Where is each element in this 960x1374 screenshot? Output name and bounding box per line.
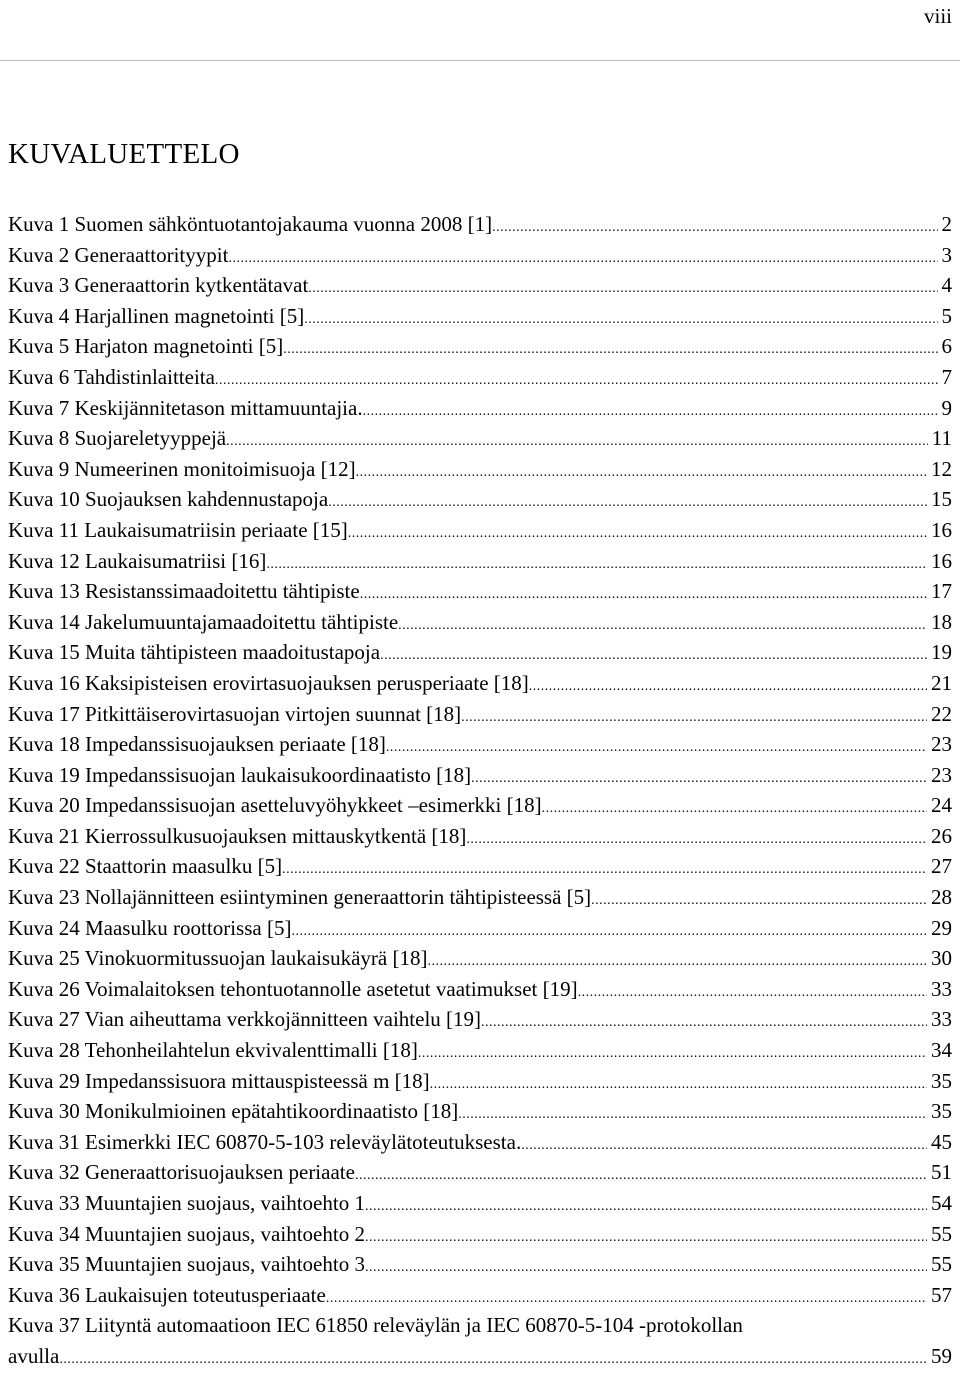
figure-entry-label: Kuva 5 Harjaton magnetointi [5] bbox=[8, 334, 284, 359]
figure-list-item[interactable] bbox=[8, 1096, 952, 1127]
figure-entry-page: 21 bbox=[931, 670, 952, 695]
leader-dots bbox=[461, 703, 927, 730]
figure-list-item[interactable] bbox=[8, 209, 952, 240]
figure-entry-label: Kuva 30 Monikulmioinen epätahtikoordinaatisto [18] bbox=[8, 1099, 459, 1124]
figure-entry-page: 30 bbox=[931, 946, 952, 971]
leader-dots bbox=[458, 1100, 927, 1127]
figure-entry-page: 18 bbox=[931, 609, 952, 634]
figure-entry-page: 29 bbox=[931, 915, 952, 940]
figure-entry-page: 33 bbox=[931, 1007, 952, 1032]
figure-entry-page: 5 bbox=[941, 303, 952, 328]
figure-entry-label: Kuva 12 Laukaisumatriisi [16] bbox=[8, 548, 267, 573]
figure-entry-page: 55 bbox=[931, 1252, 952, 1277]
figure-entry-page: 16 bbox=[931, 517, 952, 542]
figure-entry-label: Kuva 1 Suomen sähköntuotantojakauma vuonna 2008 [1] bbox=[8, 212, 493, 236]
figure-list-item[interactable] bbox=[8, 362, 952, 393]
leader-dots bbox=[418, 1039, 927, 1066]
leader-dots bbox=[328, 488, 927, 515]
figure-list-item[interactable] bbox=[8, 637, 952, 668]
figure-entry-label: Kuva 14 Jakelumuuntajamaadoitettu tähtipiste bbox=[8, 609, 399, 634]
figure-list-item[interactable] bbox=[8, 1004, 952, 1035]
leader-dots bbox=[471, 764, 927, 791]
figure-list-item[interactable] bbox=[8, 270, 952, 301]
figure-list-item[interactable] bbox=[8, 1188, 952, 1219]
leader-dots bbox=[291, 917, 927, 944]
figure-entry-label: Kuva 13 Resistanssimaadoitettu tähtipiste bbox=[8, 579, 360, 604]
page-number: viii bbox=[923, 4, 952, 28]
figure-entry-page: 22 bbox=[931, 701, 952, 726]
figure-entry-label: Kuva 28 Tehonheilahtelun ekvivalenttimalli [18] bbox=[8, 1038, 418, 1063]
figure-list-item[interactable] bbox=[8, 943, 952, 974]
leader-dots bbox=[365, 1223, 927, 1250]
figure-entry-label: Kuva 26 Voimalaitoksen tehontuotannolle asetetut vaatimukset [19] bbox=[8, 976, 578, 1001]
figure-entry-label: Kuva 7 Keskijännitetason mittamuuntajia. bbox=[8, 395, 363, 420]
figure-entry-page: 17 bbox=[931, 579, 952, 604]
figure-list-item[interactable] bbox=[8, 790, 952, 821]
figure-entry-page: 9 bbox=[941, 395, 952, 420]
figure-list-item[interactable] bbox=[8, 760, 952, 791]
figure-entry-label: Kuva 16 Kaksipisteisen erovirtasuojauksen perusperiaate [18] bbox=[8, 670, 529, 695]
figure-entry-label: Kuva 20 Impedanssisuojan asetteluvyöhykkeet –esimerkki [18] bbox=[8, 793, 542, 818]
figure-entry-page: 33 bbox=[931, 976, 952, 1001]
figure-list-item[interactable] bbox=[8, 423, 952, 454]
figure-entry-page: 15 bbox=[931, 487, 952, 512]
figure-entry-line2 bbox=[8, 1341, 952, 1372]
leader-dots bbox=[355, 1161, 927, 1188]
figure-list-item[interactable] bbox=[8, 1249, 952, 1280]
figure-list-item[interactable] bbox=[8, 1127, 952, 1158]
leader-dots bbox=[591, 886, 927, 913]
leader-dots bbox=[59, 1345, 927, 1372]
leader-dots bbox=[398, 611, 927, 638]
leader-dots bbox=[304, 305, 937, 332]
figure-entry-page: 28 bbox=[931, 885, 952, 910]
leader-dots bbox=[266, 550, 927, 577]
leader-dots bbox=[380, 641, 927, 668]
figure-list-item[interactable] bbox=[8, 1066, 952, 1097]
figure-entry-page: 54 bbox=[931, 1191, 952, 1215]
leader-dots bbox=[386, 733, 927, 760]
leader-dots bbox=[356, 458, 927, 485]
figure-list-item[interactable] bbox=[8, 301, 952, 332]
figure-list-item[interactable] bbox=[8, 729, 952, 760]
leader-dots bbox=[481, 1008, 927, 1035]
figure-entry-label: Kuva 25 Vinokuormitussuojan laukaisukäyrä [18] bbox=[8, 946, 428, 971]
figure-list-item[interactable] bbox=[8, 393, 952, 424]
leader-dots bbox=[215, 366, 938, 393]
figure-entry-label: Kuva 36 Laukaisujen toteutusperiaate bbox=[8, 1282, 326, 1307]
figure-entry-label: Kuva 24 Maasulku roottorissa [5] bbox=[8, 915, 292, 940]
header-rule bbox=[0, 60, 960, 61]
leader-dots bbox=[430, 1070, 927, 1097]
figure-entry-page: 6 bbox=[941, 334, 952, 359]
figure-entry-label: Kuva 17 Pitkittäiserovirtasuojan virtojen suunnat [18] bbox=[8, 701, 462, 726]
figure-list-item[interactable] bbox=[8, 851, 952, 882]
figure-list-item[interactable] bbox=[8, 454, 952, 485]
figure-entry-page: 26 bbox=[931, 823, 952, 848]
figure-list-item[interactable] bbox=[8, 484, 952, 515]
figure-list-item[interactable] bbox=[8, 1310, 952, 1371]
leader-dots bbox=[348, 519, 927, 546]
figure-list-item[interactable] bbox=[8, 515, 952, 546]
figure-entry-label: Kuva 10 Suojauksen kahdennustapoja bbox=[8, 487, 329, 512]
figure-entry-page: 24 bbox=[931, 793, 952, 818]
figure-list-item[interactable] bbox=[8, 607, 952, 638]
figure-entry-label: Kuva 18 Impedanssisuojauksen periaate [18] bbox=[8, 732, 386, 757]
leader-dots bbox=[492, 213, 937, 240]
figure-entry-page: 23 bbox=[931, 732, 952, 757]
leader-dots bbox=[365, 1192, 927, 1219]
figure-entry-label: Kuva 11 Laukaisumatriisin periaate [15] bbox=[8, 517, 348, 542]
figure-list-item[interactable] bbox=[8, 882, 952, 913]
leader-dots bbox=[521, 1131, 927, 1158]
figure-entry-page: 35 bbox=[931, 1068, 952, 1093]
figure-entry-page: 45 bbox=[931, 1129, 952, 1154]
figure-entry-label: Kuva 32 Generaattorisuojauksen periaate bbox=[8, 1160, 355, 1185]
figure-entry-label: Kuva 22 Staattorin maasulku [5] bbox=[8, 854, 283, 879]
leader-dots bbox=[308, 274, 937, 301]
figure-entry-label: Kuva 34 Muuntajien suojaus, vaihtoehto 2 bbox=[8, 1221, 365, 1246]
figure-entry-page: 11 bbox=[931, 426, 952, 451]
figure-list-item[interactable] bbox=[8, 1157, 952, 1188]
figure-entry-label: Kuva 9 Numeerinen monitoimisuoja [12] bbox=[8, 456, 356, 481]
figure-list-item[interactable] bbox=[8, 331, 952, 362]
figure-entry-page: 51 bbox=[931, 1160, 952, 1185]
figure-list-item[interactable] bbox=[8, 576, 952, 607]
figure-entry-label: Kuva 21 Kierrossulkusuojauksen mittauskytkentä [18] bbox=[8, 823, 467, 848]
figure-entry-label: Kuva 27 Vian aiheuttama verkkojännitteen vaihtelu [19] bbox=[8, 1007, 482, 1032]
figure-entry-label: Kuva 2 Generaattorityypit bbox=[8, 242, 229, 267]
figure-entry-label: Kuva 33 Muuntajien suojaus, vaihtoehto 1 bbox=[8, 1191, 365, 1215]
figure-entry-page: 55 bbox=[931, 1221, 952, 1246]
figure-entry-label-line1: Kuva 37 Liityntä automaatioon IEC 61850 releväylän ja IEC 60870-5-104 -protokollan bbox=[8, 1313, 743, 1338]
leader-dots bbox=[363, 397, 938, 424]
figure-entry-label: Kuva 6 Tahdistinlaitteita bbox=[8, 364, 215, 389]
figure-entry-label-line2: avulla bbox=[8, 1343, 60, 1368]
leader-dots bbox=[466, 825, 927, 852]
figure-list bbox=[8, 209, 952, 1372]
figure-entry-page: 19 bbox=[931, 640, 952, 665]
figure-entry-label: Kuva 29 Impedanssisuora mittauspisteessä m [18] bbox=[8, 1068, 430, 1093]
figure-list-item[interactable] bbox=[8, 1280, 952, 1311]
leader-dots bbox=[578, 978, 927, 1005]
leader-dots bbox=[326, 1284, 927, 1311]
figure-entry-page: 7 bbox=[941, 364, 952, 389]
figure-list-item[interactable] bbox=[8, 668, 952, 699]
figure-entry-page: 57 bbox=[931, 1282, 952, 1307]
leader-dots bbox=[283, 335, 937, 362]
figure-entry-page: 59 bbox=[931, 1343, 952, 1368]
figure-list-item[interactable] bbox=[8, 1035, 952, 1066]
figure-entry-page: 16 bbox=[931, 548, 952, 573]
leader-dots bbox=[365, 1253, 927, 1280]
figure-entry-label: Kuva 8 Suojareletyyppejä bbox=[8, 426, 227, 451]
leader-dots bbox=[226, 427, 928, 454]
page-title: KUVALUETTELO bbox=[8, 138, 240, 170]
figure-list-item[interactable] bbox=[8, 913, 952, 944]
figure-list-item[interactable] bbox=[8, 546, 952, 577]
figure-entry-label: Kuva 19 Impedanssisuojan laukaisukoordinaatisto [18] bbox=[8, 762, 472, 787]
figure-entry-page: 27 bbox=[931, 854, 952, 879]
leader-dots bbox=[360, 580, 927, 607]
figure-entry-label: Kuva 15 Muita tähtipisteen maadoitustapoja bbox=[8, 640, 381, 665]
leader-dots bbox=[228, 244, 937, 271]
figure-entry-label: Kuva 35 Muuntajien suojaus, vaihtoehto 3 bbox=[8, 1252, 365, 1277]
figure-entry-page: 34 bbox=[931, 1038, 952, 1063]
figure-list-item[interactable] bbox=[8, 974, 952, 1005]
leader-dots bbox=[529, 672, 927, 699]
figure-entry-label: Kuva 31 Esimerkki IEC 60870-5-103 releväylätoteutuksesta. bbox=[8, 1129, 522, 1154]
leader-dots bbox=[542, 794, 927, 821]
figure-entry-page: 23 bbox=[931, 762, 952, 787]
figure-list-item[interactable] bbox=[8, 821, 952, 852]
figure-entry-page: 12 bbox=[931, 456, 952, 481]
leader-dots bbox=[282, 855, 927, 882]
figure-entry-page: 4 bbox=[941, 273, 952, 298]
figure-entry-page: 2 bbox=[941, 212, 952, 236]
figure-list-item[interactable] bbox=[8, 699, 952, 730]
figure-list-item[interactable] bbox=[8, 240, 952, 271]
figure-entry-page: 35 bbox=[931, 1099, 952, 1124]
figure-entry-label: Kuva 3 Generaattorin kytkentätavat bbox=[8, 273, 309, 298]
leader-dots bbox=[427, 947, 927, 974]
figure-entry-page: 3 bbox=[941, 242, 952, 267]
figure-list-item[interactable] bbox=[8, 1219, 952, 1250]
figure-entry-label: Kuva 23 Nollajännitteen esiintyminen generaattorin tähtipisteessä [5] bbox=[8, 885, 592, 910]
figure-entry-label: Kuva 4 Harjallinen magnetointi [5] bbox=[8, 303, 305, 328]
